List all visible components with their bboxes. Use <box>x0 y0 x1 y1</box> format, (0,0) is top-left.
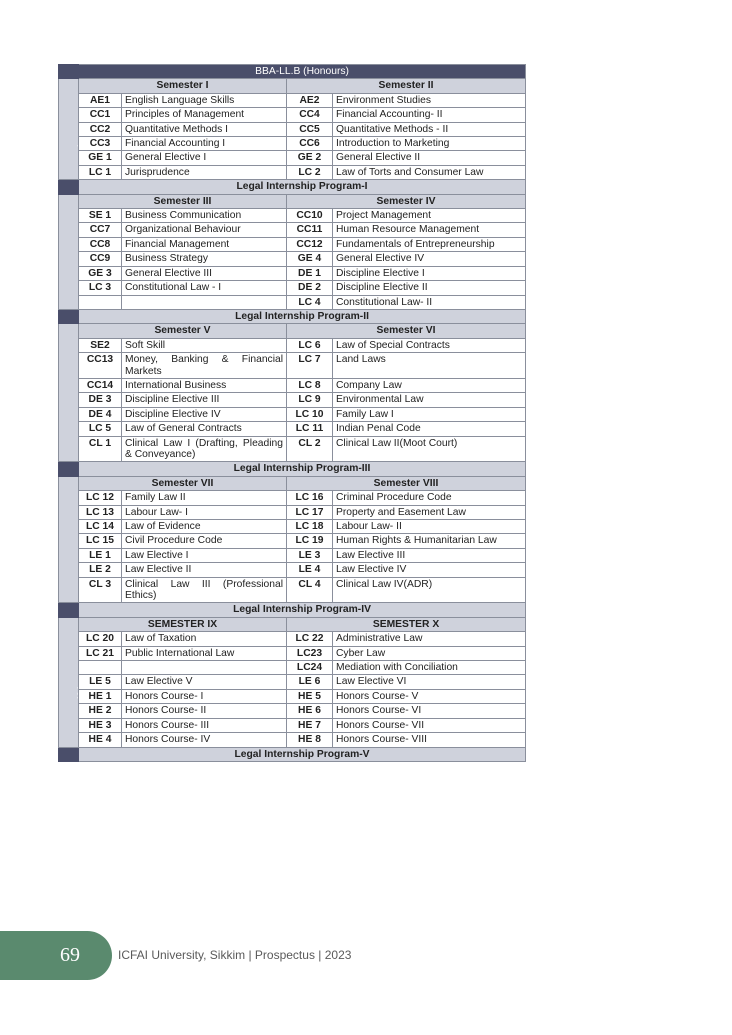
course-name <box>122 295 287 309</box>
course-name: Criminal Procedure Code <box>333 491 526 505</box>
course-name: Fundamentals of Entrepreneurship <box>333 237 526 251</box>
course-name: Principles of Management <box>122 108 287 122</box>
course-code: CC7 <box>79 223 122 237</box>
course-name: Honors Course- V <box>333 689 526 703</box>
course-row <box>59 165 526 179</box>
course-code: LE 6 <box>287 675 333 689</box>
course-name: General Elective IV <box>333 252 526 266</box>
course-code: LC 11 <box>287 422 333 436</box>
course-name: Civil Procedure Code <box>122 534 287 548</box>
page-number: 69 <box>60 944 80 966</box>
internship-label: Legal Internship Program-III <box>79 462 526 476</box>
course-name: Administrative Law <box>333 632 526 646</box>
course-code: AE2 <box>287 93 333 107</box>
course-code: AE1 <box>79 93 122 107</box>
year-label-cell <box>59 324 79 462</box>
year-label: First Year <box>76 105 79 154</box>
course-code: CC3 <box>79 137 122 151</box>
course-code: SE 1 <box>79 209 122 223</box>
course-name: Clinical Law II(Moot Court) <box>333 436 526 462</box>
internship-row <box>59 462 526 476</box>
table-title-row <box>59 65 526 79</box>
course-row <box>59 137 526 151</box>
course-name: Jurisprudence <box>122 165 287 179</box>
course-name: General Elective III <box>122 266 287 280</box>
course-code: CC1 <box>79 108 122 122</box>
course-row <box>59 632 526 646</box>
course-name: Mediation with Conciliation <box>333 661 526 675</box>
course-code: LE 4 <box>287 563 333 577</box>
course-code: HE 1 <box>79 689 122 703</box>
course-name: Public International Law <box>122 646 287 660</box>
course-name: Human Resource Management <box>333 223 526 237</box>
internship-row <box>59 603 526 617</box>
course-name: Environment Studies <box>333 93 526 107</box>
course-code: LC 16 <box>287 491 333 505</box>
course-code: LC 14 <box>79 520 122 534</box>
semester-header: Semester II <box>287 79 526 93</box>
course-code: CL 4 <box>287 577 333 603</box>
internship-label: Legal Internship Program-V <box>79 747 526 761</box>
year-label: Fifth Year <box>76 658 79 706</box>
course-name: Law of Evidence <box>122 520 287 534</box>
course-code: LC 8 <box>287 378 333 392</box>
course-row <box>59 718 526 732</box>
course-name: Constitutional Law- II <box>333 295 526 309</box>
semester-header: Semester VI <box>287 324 526 338</box>
course-code: LC 12 <box>79 491 122 505</box>
course-name: Law Elective II <box>122 563 287 577</box>
semester-header-row <box>59 79 526 93</box>
course-row <box>59 281 526 295</box>
course-name: Law Elective I <box>122 548 287 562</box>
course-name: Clinical Law III (Professional Ethics) <box>122 577 287 603</box>
course-code: LC 4 <box>287 295 333 309</box>
course-name: Organizational Behaviour <box>122 223 287 237</box>
course-row <box>59 422 526 436</box>
course-row <box>59 353 526 379</box>
year-label-cell <box>59 476 79 603</box>
course-code: DE 1 <box>287 266 333 280</box>
course-name: Law of General Contracts <box>122 422 287 436</box>
course-code: GE 3 <box>79 266 122 280</box>
course-row <box>59 548 526 562</box>
semester-header-row <box>59 324 526 338</box>
course-row <box>59 505 526 519</box>
course-name: Honors Course- VII <box>333 718 526 732</box>
course-code: LC 18 <box>287 520 333 534</box>
course-code: CC11 <box>287 223 333 237</box>
semester-header-row <box>59 194 526 208</box>
course-name: Law Elective III <box>333 548 526 562</box>
course-code: HE 7 <box>287 718 333 732</box>
course-code: HE 3 <box>79 718 122 732</box>
course-row <box>59 122 526 136</box>
course-name: Land Laws <box>333 353 526 379</box>
semester-header: Semester VII <box>79 476 287 490</box>
course-row <box>59 491 526 505</box>
course-code: GE 2 <box>287 151 333 165</box>
course-code <box>79 295 122 309</box>
course-name: Law Elective V <box>122 675 287 689</box>
course-name: Discipline Elective I <box>333 266 526 280</box>
semester-header-row <box>59 617 526 631</box>
course-name: General Elective II <box>333 151 526 165</box>
semester-header: SEMESTER X <box>287 617 526 631</box>
course-code: CC13 <box>79 353 122 379</box>
course-code: GE 1 <box>79 151 122 165</box>
course-row <box>59 393 526 407</box>
course-name: Environmental Law <box>333 393 526 407</box>
course-code: DE 4 <box>79 407 122 421</box>
course-name: Constitutional Law - I <box>122 281 287 295</box>
course-code: GE 4 <box>287 252 333 266</box>
course-code: CL 1 <box>79 436 122 462</box>
course-code: LC24 <box>287 661 333 675</box>
course-code: LC23 <box>287 646 333 660</box>
course-name: Quantitative Methods - II <box>333 122 526 136</box>
course-name: Quantitative Methods I <box>122 122 287 136</box>
course-row <box>59 237 526 251</box>
course-row <box>59 646 526 660</box>
course-code: CC4 <box>287 108 333 122</box>
course-name: English Language Skills <box>122 93 287 107</box>
internship-row <box>59 180 526 194</box>
course-code: LC 21 <box>79 646 122 660</box>
semester-header: Semester III <box>79 194 287 208</box>
course-code <box>79 661 122 675</box>
course-row <box>59 252 526 266</box>
course-name: Law of Taxation <box>122 632 287 646</box>
course-row <box>59 151 526 165</box>
course-row <box>59 733 526 747</box>
course-name: Law of Torts and Consumer Law <box>333 165 526 179</box>
course-row <box>59 534 526 548</box>
course-name: Indian Penal Code <box>333 422 526 436</box>
course-code: CC14 <box>79 378 122 392</box>
course-code: SE2 <box>79 338 122 352</box>
course-row <box>59 93 526 107</box>
course-code: LC 1 <box>79 165 122 179</box>
semester-header: Semester V <box>79 324 287 338</box>
course-name: Law Elective IV <box>333 563 526 577</box>
course-row <box>59 108 526 122</box>
course-name: Business Communication <box>122 209 287 223</box>
internship-label: Legal Internship Program-II <box>79 309 526 323</box>
course-code: CC2 <box>79 122 122 136</box>
table-title: BBA-LL.B (Honours) <box>79 65 526 79</box>
course-name: Honors Course- II <box>122 704 287 718</box>
course-code: HE 4 <box>79 733 122 747</box>
course-row <box>59 223 526 237</box>
course-row <box>59 563 526 577</box>
course-row <box>59 266 526 280</box>
course-code: LC 15 <box>79 534 122 548</box>
course-name: Clinical Law I (Drafting, Pleading & Conveyance) <box>122 436 287 462</box>
course-code: HE 6 <box>287 704 333 718</box>
course-row <box>59 689 526 703</box>
course-name: Discipline Elective III <box>122 393 287 407</box>
year-label-cell <box>59 194 79 309</box>
course-name: Family Law I <box>333 407 526 421</box>
course-name: Honors Course- VI <box>333 704 526 718</box>
course-name: Labour Law- I <box>122 505 287 519</box>
course-name: Clinical Law IV(ADR) <box>333 577 526 603</box>
course-name: Business Strategy <box>122 252 287 266</box>
course-code: LE 1 <box>79 548 122 562</box>
course-code: CC10 <box>287 209 333 223</box>
course-code: LC 6 <box>287 338 333 352</box>
internship-row <box>59 309 526 323</box>
course-row <box>59 704 526 718</box>
course-name: Financial Accounting I <box>122 137 287 151</box>
course-code: CC9 <box>79 252 122 266</box>
course-code: HE 2 <box>79 704 122 718</box>
footer-text: ICFAI University, Sikkim | Prospectus | 2023 <box>118 948 352 962</box>
curriculum-table <box>58 64 526 762</box>
course-name <box>122 661 287 675</box>
course-code: LC 9 <box>287 393 333 407</box>
course-code: CL 3 <box>79 577 122 603</box>
course-name: Labour Law- II <box>333 520 526 534</box>
course-name: General Elective I <box>122 151 287 165</box>
course-row <box>59 520 526 534</box>
course-code: LC 13 <box>79 505 122 519</box>
course-name: Human Rights & Humanitarian Law <box>333 534 526 548</box>
semester-header-row <box>59 476 526 490</box>
course-code: DE 2 <box>287 281 333 295</box>
course-name: Cyber Law <box>333 646 526 660</box>
course-code: LC 2 <box>287 165 333 179</box>
course-code: LC 7 <box>287 353 333 379</box>
course-name: International Business <box>122 378 287 392</box>
course-name: Soft Skill <box>122 338 287 352</box>
course-row <box>59 378 526 392</box>
course-code: HE 8 <box>287 733 333 747</box>
course-name: Discipline Elective II <box>333 281 526 295</box>
course-row <box>59 577 526 603</box>
course-row <box>59 295 526 309</box>
course-name: Company Law <box>333 378 526 392</box>
course-name: Property and Easement Law <box>333 505 526 519</box>
course-row <box>59 407 526 421</box>
course-code: LC 20 <box>79 632 122 646</box>
course-name: Project Management <box>333 209 526 223</box>
course-row <box>59 675 526 689</box>
course-name: Financial Accounting- II <box>333 108 526 122</box>
course-code: LC 10 <box>287 407 333 421</box>
semester-header: Semester IV <box>287 194 526 208</box>
course-code: CC5 <box>287 122 333 136</box>
course-name: Introduction to Marketing <box>333 137 526 151</box>
course-code: CC12 <box>287 237 333 251</box>
internship-label: Legal Internship Program-I <box>79 180 526 194</box>
course-code: LC 3 <box>79 281 122 295</box>
course-code: HE 5 <box>287 689 333 703</box>
course-code: CC6 <box>287 137 333 151</box>
course-code: LC 17 <box>287 505 333 519</box>
course-row <box>59 661 526 675</box>
semester-header: Semester VIII <box>287 476 526 490</box>
course-name: Money, Banking & Financial Markets <box>122 353 287 379</box>
course-row <box>59 209 526 223</box>
internship-label: Legal Internship Program-IV <box>79 603 526 617</box>
course-name: Honors Course- VIII <box>333 733 526 747</box>
course-code: LE 5 <box>79 675 122 689</box>
course-row <box>59 338 526 352</box>
course-code: LC 19 <box>287 534 333 548</box>
year-label-cell <box>59 79 79 180</box>
course-code: LE 2 <box>79 563 122 577</box>
course-name: Honors Course- IV <box>122 733 287 747</box>
course-name: Honors Course- III <box>122 718 287 732</box>
course-name: Law Elective VI <box>333 675 526 689</box>
course-code: LC 22 <box>287 632 333 646</box>
year-label-cell <box>59 617 79 747</box>
internship-row <box>59 747 526 761</box>
course-code: CL 2 <box>287 436 333 462</box>
course-name: Law of Special Contracts <box>333 338 526 352</box>
course-code: LC 5 <box>79 422 122 436</box>
course-code: LE 3 <box>287 548 333 562</box>
semester-header: Semester I <box>79 79 287 93</box>
course-code: CC8 <box>79 237 122 251</box>
course-name: Discipline Elective IV <box>122 407 287 421</box>
course-row <box>59 436 526 462</box>
course-name: Family Law II <box>122 491 287 505</box>
course-name: Financial Management <box>122 237 287 251</box>
course-name: Honors Course- I <box>122 689 287 703</box>
course-code: DE 3 <box>79 393 122 407</box>
semester-header: SEMESTER IX <box>79 617 287 631</box>
footer-page-tab <box>0 931 112 980</box>
